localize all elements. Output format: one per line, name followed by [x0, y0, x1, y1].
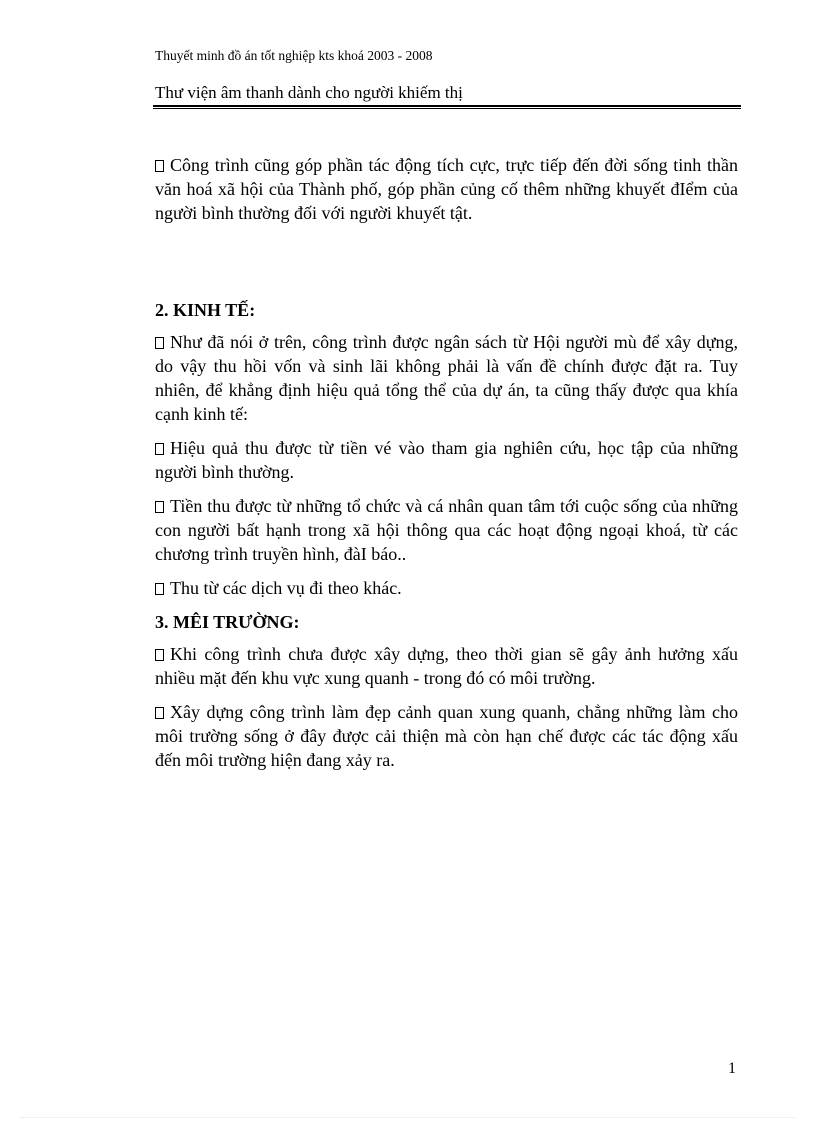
- environment-paragraph: Xây dựng công trình làm đẹp cảnh quan xung quanh, chẳng những làm cho môi trường sống ở đây được cải thiện mà còn hạn chế được các tác động xấu đến môi trường hiện đang xảy ra.: [155, 702, 738, 770]
- economy-paragraph: Hiệu quả thu được từ tiền vé vào tham gia nghiên cứu, học tập của những người bình thường.: [155, 438, 738, 482]
- economy-paragraph: Như đã nói ở trên, công trình được ngân sách từ Hội người mù để xây dựng, do vậy thu hồi vốn và sinh lãi không phải là vấn đề chính được đặt ra. Tuy nhiên, để khẳng định hiệu quả tổng thể của dự án, ta cũng thấy được qua khía cạnh kinh tế:: [155, 332, 738, 424]
- checkbox-bullet-icon: [155, 649, 164, 661]
- checkbox-bullet-icon: [155, 160, 164, 172]
- checkbox-bullet-icon: [155, 501, 164, 513]
- document-body: [155, 153, 738, 782]
- page-number: 1: [728, 1060, 736, 1077]
- header-thesis-title: Thuyết minh đồ án tốt nghiệp kts khoá 2003 - 2008: [155, 48, 433, 63]
- section-heading-environment: 3. MÊI TRƯỜNG:: [155, 612, 300, 632]
- environment-paragraph: Khi công trình chưa được xây dựng, theo thời gian sẽ gây ảnh hưởng xấu nhiều mặt đến khu vực xung quanh - trong đó có môi trường.: [155, 644, 738, 688]
- checkbox-bullet-icon: [155, 443, 164, 455]
- checkbox-bullet-icon: [155, 583, 164, 595]
- checkbox-bullet-icon: [155, 707, 164, 719]
- page-bottom-border: [20, 1117, 796, 1118]
- checkbox-bullet-icon: [155, 337, 164, 349]
- header-divider: [153, 105, 741, 109]
- section-heading-economy: 2. KINH TẾ:: [155, 300, 256, 320]
- economy-paragraph: Tiền thu được từ những tổ chức và cá nhân quan tâm tới cuộc sống của những con người bất hạnh trong xã hội thông qua các hoạt động ngoại khoá, từ các chương trình truyền hình, đàI báo..: [155, 496, 738, 564]
- section-spacer: [155, 235, 738, 298]
- header-project-title: Thư viện âm thanh dành cho người khiếm thị: [155, 83, 463, 102]
- intro-paragraph: Công trình cũng góp phần tác động tích cực, trực tiếp đến đời sống tinh thần văn hoá xã hội của Thành phố, góp phần củng cố thêm những khuyết đIểm của người bình thường đối với người khuyết tật.: [155, 155, 738, 223]
- economy-paragraph: Thu từ các dịch vụ đi theo khác.: [155, 576, 738, 600]
